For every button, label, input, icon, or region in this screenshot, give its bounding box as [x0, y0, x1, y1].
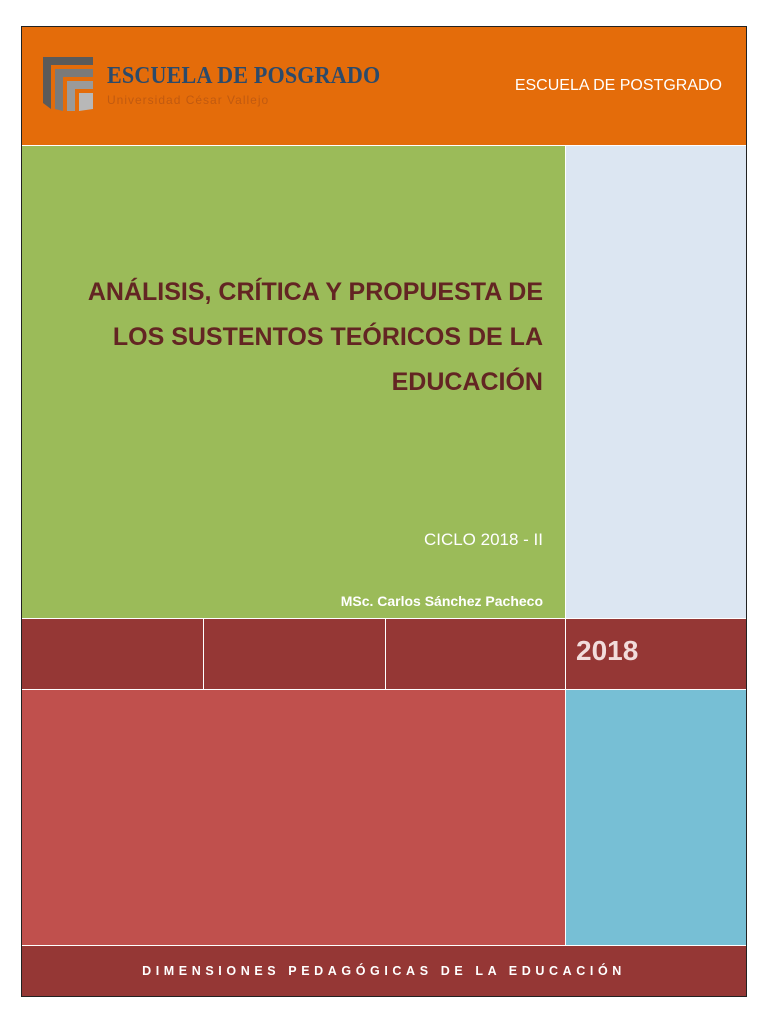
side-panel-top	[566, 146, 746, 618]
document-title: ANÁLISIS, CRÍTICA Y PROPUESTA DE LOS SUSTENTOS TEÓRICOS DE LA EDUCACIÓN	[87, 278, 543, 396]
year-cell	[566, 619, 746, 689]
band-cell-1	[22, 619, 203, 689]
header-bar	[22, 27, 746, 145]
band-cell-3	[386, 619, 565, 689]
university-logo	[37, 51, 397, 121]
band-cell-2	[204, 619, 385, 689]
logo-subtitle: Universidad César Vallejo	[107, 93, 270, 107]
year-label: 2018	[576, 635, 639, 666]
cycle-label: CICLO 2018 - II	[423, 530, 543, 549]
footer-bar	[22, 946, 746, 996]
title-block	[22, 146, 565, 618]
side-panel-bottom	[566, 690, 746, 945]
header-school-name: ESCUELA DE POSTGRADO	[514, 77, 722, 94]
cover-page	[21, 26, 747, 997]
logo-title: ESCUELA DE POSGRADO	[107, 63, 381, 89]
lower-block	[22, 690, 565, 945]
author-name: MSc. Carlos Sánchez Pacheco	[340, 593, 543, 609]
university-shield-icon	[37, 51, 99, 113]
footer-text: DIMENSIONES PEDAGÓGICAS DE LA EDUCACIÓN	[142, 964, 626, 978]
